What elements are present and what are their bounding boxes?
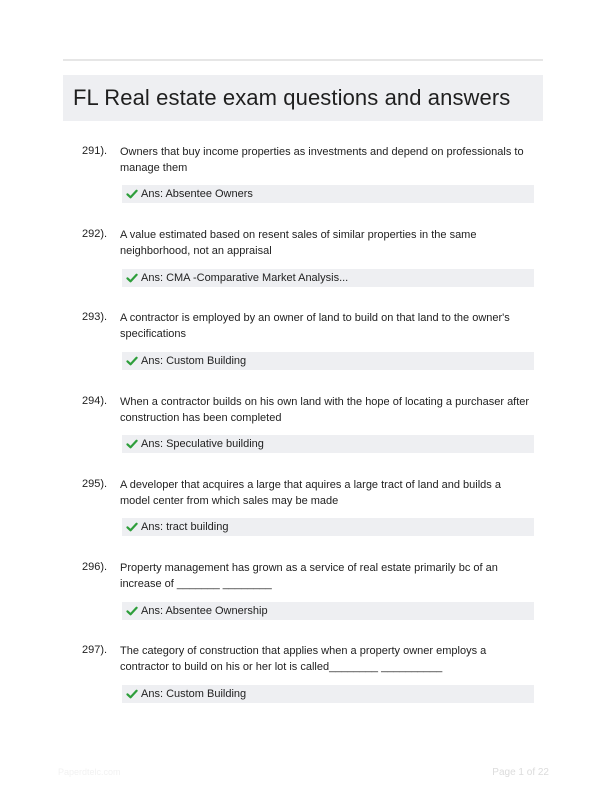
top-divider bbox=[63, 59, 543, 61]
question-number: 294). bbox=[82, 395, 108, 407]
question-number: 295). bbox=[82, 478, 108, 490]
question-number: 296). bbox=[82, 561, 108, 573]
answer-text: Ans: Custom Building bbox=[141, 688, 247, 700]
answer-box bbox=[122, 685, 534, 703]
check-icon bbox=[126, 188, 138, 200]
footer-site: Paperdtelc.com bbox=[58, 767, 121, 777]
question-text: Owners that buy income properties as investments and depend on professionals to manage them bbox=[120, 146, 524, 174]
answer-box bbox=[122, 185, 534, 203]
question-text: When a contractor builds on his own land with the hope of locating a purchaser after construction has been completed bbox=[120, 396, 530, 424]
question-text: A contractor is employed by an owner of land to build on that land to the owner's specifications bbox=[120, 312, 510, 340]
check-icon bbox=[126, 438, 138, 450]
question-text: The category of construction that applies when a property owner employs a contractor to build on his or her lot is called________ __________ bbox=[120, 645, 487, 673]
answer-text: Ans: CMA -Comparative Market Analysis... bbox=[141, 272, 349, 284]
page-title: FL Real estate exam questions and answers bbox=[73, 85, 511, 110]
answer-box bbox=[122, 435, 534, 453]
question-text: A developer that acquires a large that aquires a large tract of land and builds a model center from which sales may be made bbox=[120, 479, 501, 507]
answer-text: Ans: Custom Building bbox=[141, 355, 247, 367]
check-icon bbox=[126, 355, 138, 367]
check-icon bbox=[126, 521, 138, 533]
answer-box bbox=[122, 269, 534, 287]
answer-text: Ans: tract building bbox=[141, 521, 229, 533]
question-number: 297). bbox=[82, 644, 108, 656]
question-text: Property management has grown as a service of real estate primarily bc of an increase of _______ ________ bbox=[120, 562, 498, 590]
answer-box bbox=[122, 352, 534, 370]
question-text: A value estimated based on resent sales of similar properties in the same neighborhood, not an appraisal bbox=[120, 229, 477, 257]
answer-box bbox=[122, 518, 534, 536]
title-band bbox=[63, 75, 543, 121]
answer-text: Ans: Absentee Ownership bbox=[141, 605, 268, 617]
footer-page-number: Page 1 of 22 bbox=[492, 767, 549, 778]
question-number: 293). bbox=[82, 311, 108, 323]
question-number: 291). bbox=[82, 145, 108, 157]
question-number: 292). bbox=[82, 228, 108, 240]
check-icon bbox=[126, 272, 138, 284]
check-icon bbox=[126, 605, 138, 617]
answer-text: Ans: Speculative building bbox=[141, 438, 264, 450]
answer-box bbox=[122, 602, 534, 620]
answer-text: Ans: Absentee Owners bbox=[141, 188, 253, 200]
check-icon bbox=[126, 688, 138, 700]
